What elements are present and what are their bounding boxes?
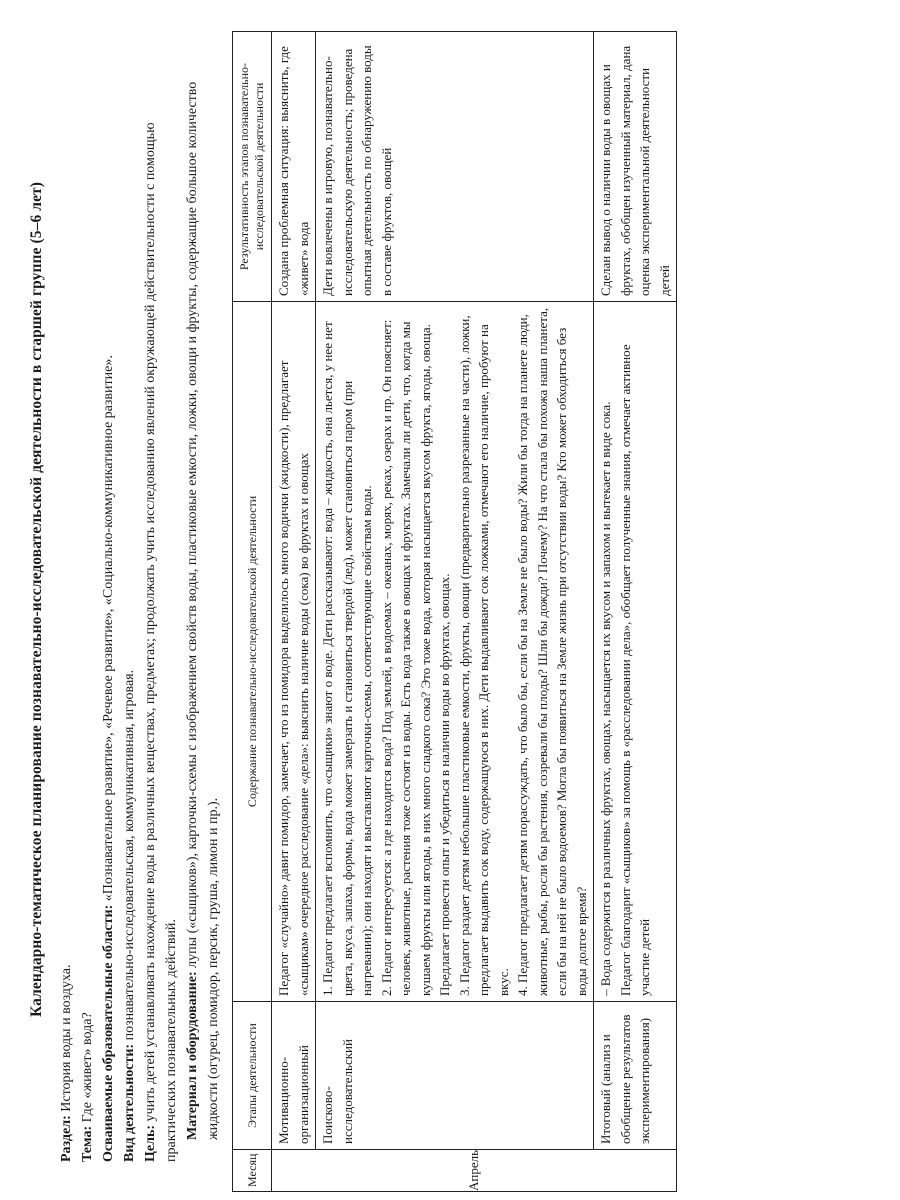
month-cell	[272, 1150, 677, 1192]
materials-value: лупы («сыщиков»), карточки-схемы с изображением свойств воды, пластиковые емкости, ложки, овощи и фрукты, содержащие большое количество жидкости (огурец, помидор, персик, груша, лимон и пр.).	[185, 81, 221, 1140]
stage-cell: Мотивационно-организационный	[272, 1002, 316, 1150]
areas-value: «Познавательное развитие», «Речевое развитие», «Социально-коммуникативное развитие».	[101, 355, 116, 902]
content-paragraph: 4. Педагог предлагает детям порассуждать, что было бы, если бы на Земле не было воды? Жили бы тогда на планете люди, животные, рыбы, росли бы растения, созревали бы плоды? Шли бы дожди? Почему? На что стала бы похожа наша планета, если бы на ней не было водоемов? Могла бы появиться на Земле жизнь при отсутствии воды? Кто может обходиться без воды долгое время?	[515, 307, 589, 996]
table-row	[272, 32, 316, 1192]
areas-label: Осваиваемые образовательные области:	[101, 904, 116, 1162]
content-paragraph: – Вода содержится в различных фруктах, овощах, насыщается их вкусом и запахом и вытекает в виде сока.	[598, 401, 613, 996]
materials-line	[182, 37, 224, 1162]
result-cell: Дети вовлечены в игровую, познавательно-исследовательскую деятельность; проведена опытная деятельность по обнаружению воды в составе фруктов, овощей	[316, 32, 594, 302]
stage-cell: Поисково-исследовательский	[316, 1002, 594, 1150]
areas-line	[98, 37, 119, 1162]
activity-line	[119, 37, 140, 1162]
goal-value: учить детей устанавливать нахождение воды в различных веществах, предметах; продолжать учить исследованию явлений окружающей действительности с помощью практических познавательных действий.	[143, 122, 179, 1162]
header-month: Месяц	[233, 1150, 272, 1192]
goal-line	[140, 37, 182, 1162]
section-line	[56, 37, 77, 1162]
content-cell	[594, 302, 677, 1002]
document-title: Календарно-тематическое планирование познавательно-исследовательской деятельности в старшей группе (5–6 лет)	[28, 181, 45, 1018]
goal-label: Цель:	[143, 1124, 158, 1162]
result-cell: Сделан вывод о наличии воды в овощах и фруктах, обобщен изученный материал, дана оценка экспериментальной деятельности детей	[594, 32, 677, 302]
topic-value: Где «живет» вода?	[80, 1012, 95, 1123]
content-cell	[316, 302, 594, 1002]
topic-label: Тема:	[80, 1125, 95, 1162]
content-paragraph: 1. Педагог предлагает вспомнить, что «сыщики» знают о воде. Дети рассказывают: вода – жидкость, она льется, у нее нет цвета, вкуса, запаха, формы, вода может замерзать и становиться твердой (лед), может становиться паром (при нагревании); они находят и выставляют карточки-схемы, соответствующие свойствам воды.	[320, 321, 374, 996]
result-cell: Создана проблемная ситуация: выяснить, где «живет» вода	[272, 32, 316, 302]
content-paragraph: 2. Педагог интересуется: а где находится вода? Под землей, в водоемах – океанах, морях, реках, озерах и пр. Он поясняет: человек, животные, растения тоже состоят из воды. Есть вода также в овощах и фруктах. Замечали ли дети, что, когда мы кушаем фрукты или ягоды, в них много сладкого сока? Это тоже вода, которая насыщается вкусом фрукта, ягоды, овоща. Предлагает провести опыт и убедиться в наличии воды во фруктах, овощах.	[378, 319, 452, 996]
stage-cell: Итоговый (анализ и обобщение результатов экспериментирования)	[594, 1002, 677, 1150]
content-cell	[272, 302, 316, 1002]
content-paragraph: Педагог «случайно» давит помидор, замечает, что из помидора выделилось много водички (жидкости), предлагает «сыщикам» очередное расследование «дела»: выяснить наличие воды (сока) во фруктах и овощах	[276, 360, 311, 996]
header-result: Результативность этапов познавательно-исследовательской деятельности	[233, 32, 272, 302]
section-label: Раздел:	[59, 1115, 74, 1162]
table-header-row	[233, 32, 272, 1192]
section-value: История воды и воздуха.	[59, 964, 74, 1112]
topic-line	[77, 37, 98, 1162]
document-header	[56, 37, 224, 1162]
materials-label: Материал и оборудование:	[185, 971, 200, 1140]
header-content: Содержание познавательно-исследовательской деятельности	[233, 302, 272, 1002]
activity-value: познавательно-исследовательская, коммуникативная, игровая.	[122, 669, 137, 1041]
content-paragraph: 3. Педагог раздает детям небольшие пластиковые емкости, фрукты, овощи (предварительно разрезанные на части), ложки, предлагает выдавить сок воду, содержащуюся в них. Дети выдавливают сок ложками, отмечают его наличие, пробуют на вкус.	[456, 315, 511, 996]
document-page	[28, 37, 677, 1191]
month-label: Апрель	[466, 1149, 482, 1191]
plan-table	[232, 31, 677, 1192]
content-paragraph: Педагог благодарит «сыщиков» за помощь в «расследовании дела», обобщает полученные знания, отмечает активное участие детей	[617, 344, 652, 996]
header-stage: Этапы деятельности	[233, 1002, 272, 1150]
activity-label: Вид деятельности:	[122, 1043, 137, 1162]
table-row	[594, 32, 677, 1192]
table-row	[316, 32, 594, 1192]
